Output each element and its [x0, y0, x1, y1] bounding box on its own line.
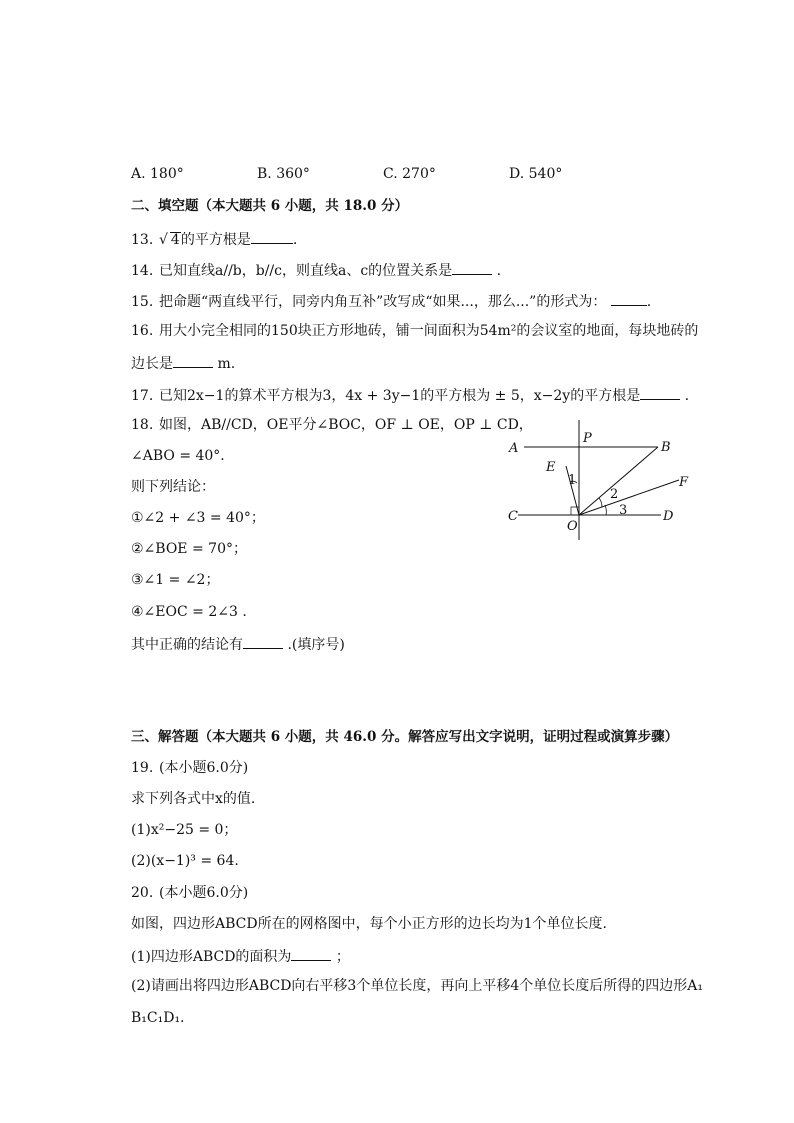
question-17: 17. 已知2x−1的算术平方根为3，4x + 3y−1的平方根为 ± 5，x−2y的平方根是 .: [131, 385, 689, 405]
option-a: A. 180°: [131, 166, 184, 182]
section-3-title: 三、解答题（本大题共 6 小题，共 46.0 分。解答应写出文字说明，证明过程或演算步骤）: [131, 729, 679, 745]
label-f: F: [679, 475, 689, 490]
section-2-title: 二、填空题（本大题共 6 小题，共 18.0 分）: [131, 198, 409, 214]
question-18-ask: 其中正确的结论有 .(填序号): [131, 634, 345, 654]
option-c: C. 270°: [383, 166, 436, 182]
conclusion-1: ①∠2 + ∠3 = 40°；: [131, 510, 265, 526]
question-19-prompt: 求下列各式中x的值.: [131, 791, 256, 807]
question-19-part-1: (1)x²−25 = 0；: [131, 822, 238, 838]
label-angle-2: 2: [610, 487, 619, 502]
label-angle-3: 3: [619, 503, 628, 518]
question-20-part-1: (1)四边形ABCD的面积为 ；: [131, 946, 350, 966]
question-16-line-2: 边长是 m.: [131, 353, 235, 373]
question-13: 13. √ 4的平方根是 .: [131, 229, 297, 249]
label-p: P: [583, 431, 592, 446]
question-18-line-2: ∠ABO = 40°.: [131, 448, 225, 464]
label-o: O: [567, 519, 578, 534]
label-c: C: [508, 509, 518, 524]
conclusion-3: ③∠1 = ∠2；: [131, 572, 220, 588]
label-b: B: [661, 440, 671, 455]
question-19-part-2: (2)(x−1)³ = 64.: [131, 853, 239, 869]
angle-2-arc: [599, 498, 602, 507]
question-14: 14. 已知直线a//b，b//c，则直线a、c的位置关系是 .: [131, 260, 501, 280]
question-19-header: 19. (本小题6.0分): [131, 760, 249, 776]
geometry-figure: [498, 418, 698, 543]
label-e: E: [546, 460, 556, 475]
label-angle-1: 1: [568, 473, 577, 488]
question-20-header: 20. (本小题6.0分): [131, 885, 249, 901]
label-d: D: [663, 509, 674, 524]
question-20-prompt: 如图，四边形ABCD所在的网格图中，每个小正方形的边长均为1个单位长度.: [131, 916, 607, 932]
option-b: B. 360°: [257, 166, 310, 182]
question-18-intro: 则下列结论：: [131, 479, 215, 495]
label-a: A: [509, 441, 519, 456]
conclusion-4: ④∠EOC = 2∠3 .: [131, 604, 247, 620]
angle-3-arc: [605, 505, 606, 515]
conclusion-2: ②∠BOE = 70°；: [131, 541, 247, 557]
option-d: D. 540°: [509, 166, 563, 182]
question-15: 15. 把命题“两直线平行，同旁内角互补”改写成“如果...，那么...”的形式为： .: [131, 291, 651, 311]
question-20-part-2-line-1: (2)请画出将四边形ABCD向右平移3个单位长度，再向上平移4个单位长度后所得的四边形A₁: [131, 978, 703, 994]
question-16-line-1: 16. 用大小完全相同的150块正方形地砖，铺一间面积为54m²的会议室的地面，每块地砖的: [131, 323, 699, 339]
question-18-line-1: 18. 如图，AB//CD，OE平分∠BOC，OF ⊥ OE，OP ⊥ CD，: [131, 417, 533, 433]
question-20-part-2-line-2: B₁C₁D₁.: [131, 1010, 185, 1026]
